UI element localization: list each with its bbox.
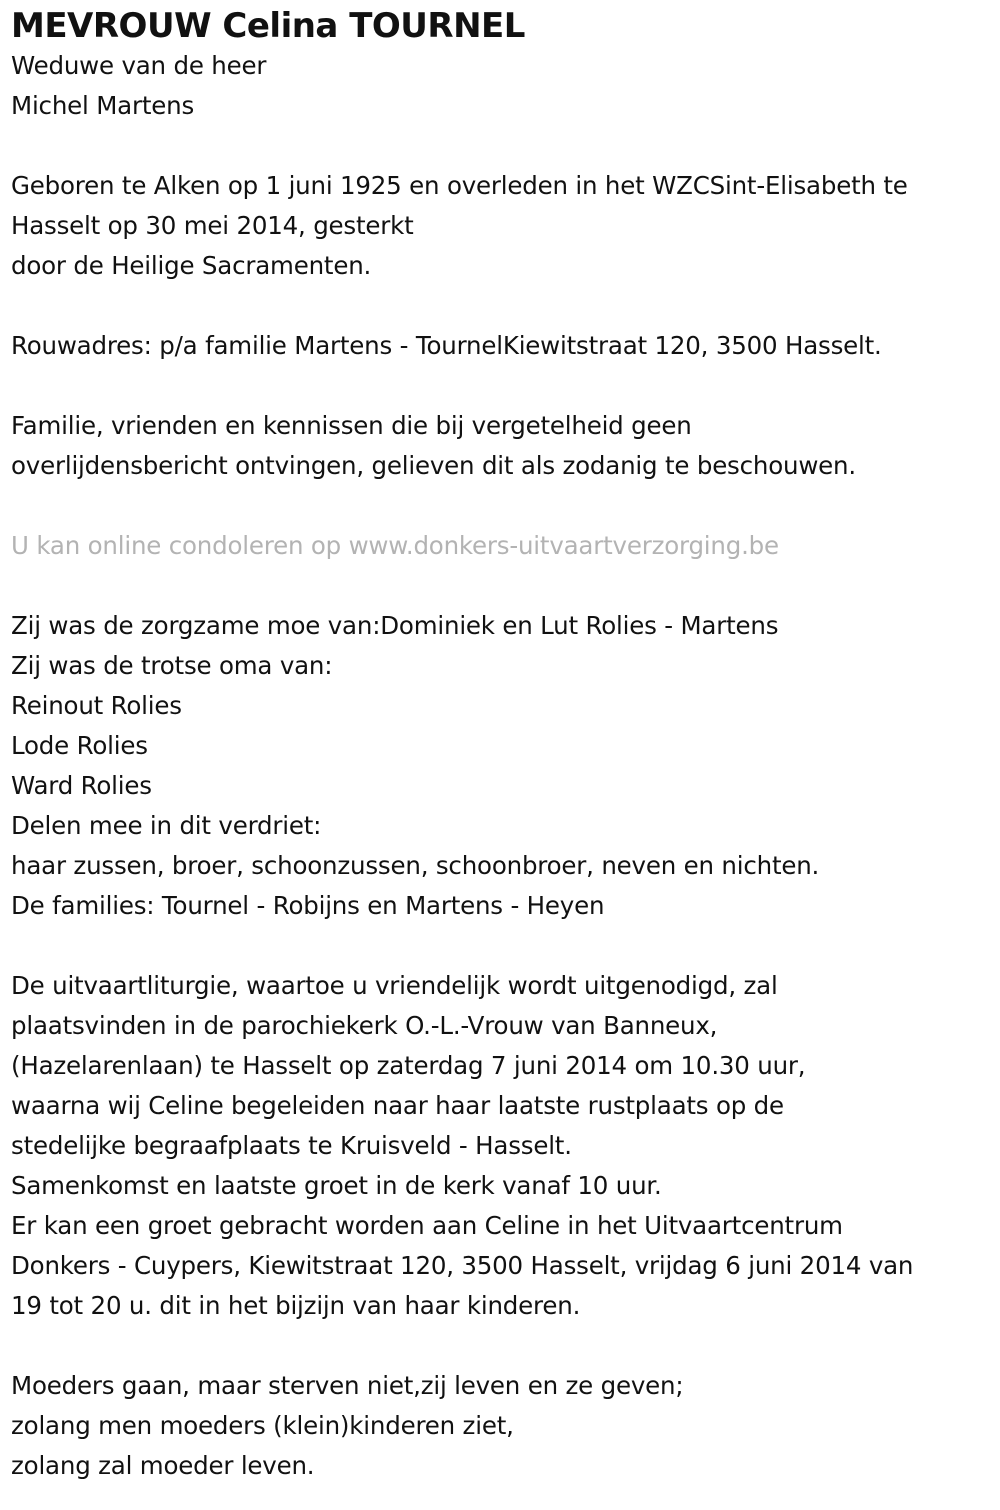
funeral-line: Donkers - Cuypers, Kiewitstraat 120, 3500 Hasselt, vrijdag 6 juni 2014 van xyxy=(11,1251,914,1280)
relatives-line: Delen mee in dit verdriet: xyxy=(11,811,322,840)
poem-line: Moeders gaan, maar sterven niet,zij leven en ze geven; xyxy=(11,1371,684,1400)
birth-death-line: door de Heilige Sacramenten. xyxy=(11,251,372,280)
grandchild-name: Ward Rolies xyxy=(11,771,152,800)
spacer xyxy=(11,566,991,606)
online-condolence-link[interactable]: U kan online condoleren op www.donkers-uitvaartverzorging.be xyxy=(11,531,779,560)
funeral-line: (Hazelarenlaan) te Hasselt op zaterdag 7 juni 2014 om 10.30 uur, xyxy=(11,1051,806,1080)
spouse-line: Weduwe van de heer xyxy=(11,51,267,80)
spacer xyxy=(11,126,991,166)
birth-death-line: Hasselt op 30 mei 2014, gesterkt xyxy=(11,211,414,240)
family-notice-line: overlijdensbericht ontvingen, gelieven dit als zodanig te beschouwen. xyxy=(11,451,856,480)
spacer xyxy=(11,286,991,326)
funeral-line: Samenkomst en laatste groet in de kerk vanaf 10 uur. xyxy=(11,1171,662,1200)
relatives-line: Zij was de trotse oma van: xyxy=(11,651,333,680)
grandchild-name: Lode Rolies xyxy=(11,731,148,760)
funeral-line: stedelijke begraafplaats te Kruisveld - Hasselt. xyxy=(11,1131,572,1160)
poem-line: zolang men moeders (klein)kinderen ziet, xyxy=(11,1411,514,1440)
relatives-line: Zij was de zorgzame moe van:Dominiek en Lut Rolies - Martens xyxy=(11,611,779,640)
spacer xyxy=(11,926,991,966)
family-notice-line: Familie, vrienden en kennissen die bij vergetelheid geen xyxy=(11,411,692,440)
relatives-line: haar zussen, broer, schoonzussen, schoonbroer, neven en nichten. xyxy=(11,851,820,880)
funeral-line: 19 tot 20 u. dit in het bijzijn van haar kinderen. xyxy=(11,1291,581,1320)
spacer xyxy=(11,1326,991,1366)
spacer xyxy=(11,486,991,526)
funeral-line: Er kan een groet gebracht worden aan Celine in het Uitvaartcentrum xyxy=(11,1211,843,1240)
mourning-address: Rouwadres: p/a familie Martens - TournelKiewitstraat 120, 3500 Hasselt. xyxy=(11,331,882,360)
obituary-notice xyxy=(11,0,991,1486)
spacer xyxy=(11,366,991,406)
funeral-line: De uitvaartliturgie, waartoe u vriendelijk wordt uitgenodigd, zal xyxy=(11,971,778,1000)
funeral-line: plaatsvinden in de parochiekerk O.-L.-Vrouw van Banneux, xyxy=(11,1011,718,1040)
deceased-name-title: MEVROUW Celina TOURNEL xyxy=(11,6,525,46)
relatives-line: De families: Tournel - Robijns en Martens - Heyen xyxy=(11,891,605,920)
grandchild-name: Reinout Rolies xyxy=(11,691,182,720)
birth-death-line: Geboren te Alken op 1 juni 1925 en overleden in het WZCSint-Elisabeth te xyxy=(11,171,908,200)
funeral-line: waarna wij Celine begeleiden naar haar laatste rustplaats op de xyxy=(11,1091,784,1120)
poem-line: zolang zal moeder leven. xyxy=(11,1451,315,1480)
spouse-name: Michel Martens xyxy=(11,91,195,120)
